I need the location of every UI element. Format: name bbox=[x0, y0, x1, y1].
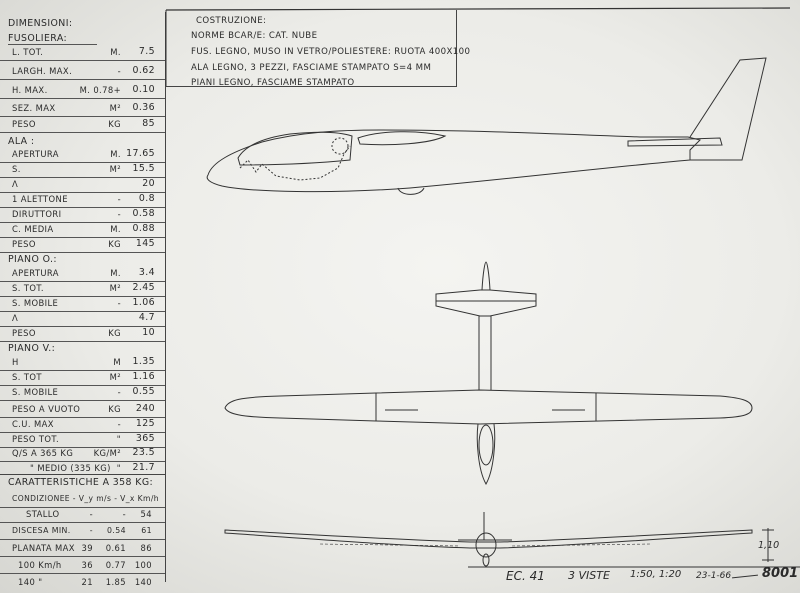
spec-value: 145 bbox=[135, 238, 155, 249]
fuselage-side bbox=[207, 130, 700, 192]
fin-side bbox=[690, 58, 766, 160]
spec-label: 1 ALETTONE bbox=[12, 194, 68, 204]
spec-unit: M² bbox=[109, 283, 121, 293]
construction-title: COSTRUZIONE: bbox=[196, 16, 267, 26]
spec-unit: M. bbox=[110, 149, 121, 159]
spec-value: 3.4 bbox=[138, 267, 155, 278]
scale-label: 1:50, 1:20 bbox=[630, 569, 682, 580]
spec-value: 20 bbox=[142, 178, 155, 189]
spec-unit: KG bbox=[108, 239, 121, 249]
construction-line: NORME BCAR/E: CAT. NUBE bbox=[191, 31, 318, 41]
spec-value: 0.8 bbox=[138, 193, 155, 204]
spec-label: APERTURA bbox=[12, 149, 59, 159]
perf-e: 39 bbox=[81, 543, 93, 553]
perf-e: 36 bbox=[81, 560, 93, 570]
perf-vy: 0.54 bbox=[107, 526, 126, 535]
spec-label: Λ bbox=[12, 179, 19, 189]
wing-front bbox=[225, 530, 752, 548]
perf-label: STALLO bbox=[26, 509, 60, 519]
spec-value: 7.5 bbox=[138, 46, 155, 57]
frame-line bbox=[166, 8, 790, 10]
construction-line: ALA LEGNO, 3 PEZZI, FASCIAME STAMPATO S=4 MM bbox=[191, 63, 432, 73]
spec-unit: M bbox=[113, 357, 121, 367]
spec-label: H bbox=[12, 357, 19, 367]
perf-header-cols: E - V_y m/s - V_x Km/h bbox=[64, 494, 159, 503]
perf-vy: 0.61 bbox=[105, 543, 126, 553]
tailplane-top bbox=[436, 290, 536, 316]
model-name: EC. 41 bbox=[506, 569, 545, 583]
spec-value: 1.06 bbox=[132, 297, 155, 308]
spec-unit: - bbox=[117, 298, 121, 308]
wing-root-side bbox=[358, 132, 445, 145]
spec-label: Q/S A 365 KG bbox=[12, 448, 74, 458]
spec-value: 2.45 bbox=[132, 282, 155, 293]
section-label: PIANO V.: bbox=[8, 343, 56, 354]
spec-unit: M. bbox=[110, 47, 121, 57]
wing-top bbox=[225, 390, 752, 424]
spec-label: C.U. MAX bbox=[12, 419, 54, 429]
spec-value: 23.5 bbox=[132, 447, 155, 458]
section-label: PIANO O.: bbox=[8, 254, 57, 265]
spec-label: S. TOT. bbox=[12, 283, 44, 293]
spec-unit: M² bbox=[109, 103, 121, 113]
spec-unit: " bbox=[116, 434, 121, 444]
spec-label: PESO bbox=[12, 239, 36, 249]
spec-value: 17.65 bbox=[126, 148, 155, 159]
views-label: 3 VISTE bbox=[568, 569, 610, 582]
spec-value: 0.55 bbox=[132, 386, 155, 397]
tail-boom-top bbox=[479, 316, 491, 390]
spec-unit: KG bbox=[108, 328, 121, 338]
spec-unit: M. bbox=[110, 224, 121, 234]
spec-label: " MEDIO (335 KG) bbox=[30, 463, 111, 473]
perf-label: DISCESA MIN. bbox=[12, 526, 71, 535]
spec-value: 0.10 bbox=[132, 84, 155, 95]
spec-value: 240 bbox=[135, 403, 155, 414]
front-view bbox=[225, 512, 752, 566]
spec-unit: - bbox=[117, 194, 121, 204]
section-label: FUSOLIERA: bbox=[8, 33, 97, 45]
spec-value: 365 bbox=[135, 433, 155, 444]
spec-value: 15.5 bbox=[132, 163, 155, 174]
spec-value: 0.58 bbox=[132, 208, 155, 219]
section-label: CARATTERISTICHE A 358 KG: bbox=[8, 477, 154, 488]
spec-value: 125 bbox=[135, 418, 155, 429]
spec-value: 4.7 bbox=[138, 312, 155, 323]
spec-unit: M² bbox=[109, 372, 121, 382]
spec-unit: M. bbox=[110, 268, 121, 278]
fin-top bbox=[482, 262, 490, 290]
spec-unit: KG bbox=[108, 119, 121, 129]
title-block bbox=[470, 562, 800, 592]
perf-e: - bbox=[89, 509, 93, 519]
spec-unit: - bbox=[117, 387, 121, 397]
perf-vx: 61 bbox=[141, 526, 152, 535]
pilot-outline bbox=[240, 146, 350, 180]
perf-vx: 100 bbox=[134, 560, 152, 570]
signature-mark bbox=[732, 575, 758, 579]
date-label: 23-1-66 bbox=[696, 571, 732, 581]
perf-vx: 86 bbox=[140, 543, 152, 553]
spec-label: PESO TOT. bbox=[12, 434, 60, 444]
spec-unit: M. 0.78+ bbox=[79, 85, 121, 95]
spec-label: APERTURA bbox=[12, 268, 59, 278]
section-label: DIMENSIONI: bbox=[8, 18, 73, 29]
spec-label: PESO A VUOTO bbox=[12, 404, 81, 414]
spec-unit: M² bbox=[109, 164, 121, 174]
spec-value: 0.36 bbox=[132, 102, 155, 113]
spec-unit: " bbox=[116, 463, 121, 473]
dimension-label: 1,10 bbox=[758, 540, 780, 551]
spec-label: PESO bbox=[12, 328, 36, 338]
spec-value: 10 bbox=[142, 327, 155, 338]
spec-value: 0.88 bbox=[132, 223, 155, 234]
spec-label: LARGH. MAX. bbox=[12, 66, 73, 76]
canopy-top bbox=[479, 425, 493, 465]
spec-unit: - bbox=[117, 419, 121, 429]
spec-unit: KG bbox=[108, 404, 121, 414]
spec-value: 0.62 bbox=[132, 65, 155, 76]
spec-value: 1.35 bbox=[132, 356, 155, 367]
top-view bbox=[225, 262, 752, 484]
spec-label: SEZ. MAX bbox=[12, 103, 56, 113]
canopy bbox=[238, 132, 352, 165]
spec-label: Λ bbox=[12, 313, 19, 323]
perf-vx: 140 bbox=[134, 577, 152, 587]
spec-label: S. MOBILE bbox=[12, 387, 59, 397]
construction-line: PIANI LEGNO, FASCIAME STAMPATO bbox=[191, 78, 355, 88]
spec-value: 85 bbox=[142, 118, 155, 129]
perf-label: 140 " bbox=[18, 577, 43, 587]
spec-unit: KG/M² bbox=[93, 448, 121, 458]
tailplane-side bbox=[628, 138, 722, 146]
spec-label: S. TOT bbox=[12, 372, 42, 382]
fuselage-front bbox=[476, 533, 496, 557]
section-label: ALA : bbox=[8, 136, 35, 147]
drawing-number: 8001 bbox=[762, 566, 799, 581]
side-view bbox=[207, 58, 766, 194]
spec-unit: - bbox=[117, 209, 121, 219]
spec-label: PESO bbox=[12, 119, 36, 129]
perf-vy: 0.77 bbox=[105, 560, 126, 570]
spec-unit: - bbox=[117, 66, 121, 76]
perf-e: 21 bbox=[81, 577, 93, 587]
perf-vy: - bbox=[122, 509, 126, 519]
perf-vx: 54 bbox=[140, 509, 152, 519]
perf-header-label: CONDIZIONE bbox=[12, 494, 65, 503]
spec-label: L. TOT. bbox=[12, 47, 44, 57]
spec-value: 1.16 bbox=[132, 371, 155, 382]
perf-label: 100 Km/h bbox=[18, 560, 62, 570]
spec-label: C. MEDIA bbox=[12, 224, 54, 234]
spec-label: S. bbox=[12, 164, 21, 174]
perf-label: PLANATA MAX bbox=[12, 543, 75, 553]
spec-label: S. MOBILE bbox=[12, 298, 59, 308]
perf-e: - bbox=[89, 526, 93, 535]
spec-value: 21.7 bbox=[132, 462, 155, 473]
construction-line: FUS. LEGNO, MUSO IN VETRO/POLIESTERE: RUOTA 400X100 bbox=[191, 47, 471, 57]
perf-vy: 1.85 bbox=[105, 577, 126, 587]
spec-label: DIRUTTORI bbox=[12, 209, 62, 219]
spec-label: H. MAX. bbox=[12, 85, 48, 95]
